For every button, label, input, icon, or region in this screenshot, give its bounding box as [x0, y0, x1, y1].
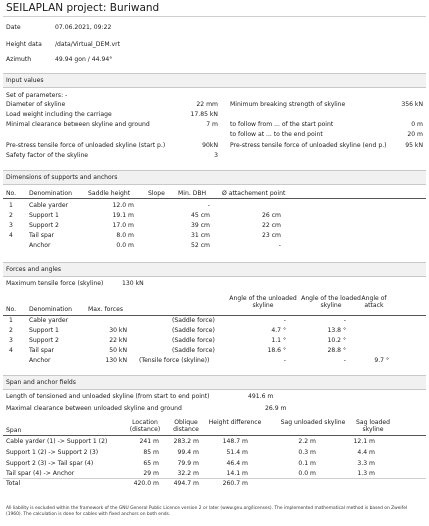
input-row-right-label: Minimum breaking strength of skyline — [230, 101, 346, 108]
col-header-angle-attack: Angle of attack — [361, 295, 387, 309]
skyline-length-value: 491.6 m — [248, 393, 274, 400]
col-header-sag-unloaded: Sag unloaded skyline — [280, 419, 346, 426]
input-row-right-value: 0 m — [411, 121, 423, 128]
span-row-oblique: 283.2 m — [173, 438, 199, 445]
input-row-left-label: Safety factor of the skyline — [6, 152, 89, 159]
input-row-left-label: Pre-stress tensile force of unloaded skyline (start p.) — [6, 142, 166, 149]
span-row-oblique: 79.9 m — [177, 460, 199, 467]
height-data-label: Height data — [6, 41, 42, 48]
support-row-no: 3 — [9, 222, 13, 229]
supports-title: Dimensions of supports and anchors — [6, 174, 118, 181]
azimuth-value: 49.94 gon / 44.94° — [55, 56, 113, 63]
footer-disclaimer: All liability is excluded within the framework of the GNU General Public Licence version 2 or later (www.gnu.org/licenses). The implemented mathematical method is based on Zweifel (1960). The calculation is done for cables with fixed anchors on both ends. — [6, 506, 408, 517]
supports-header-rule — [3, 198, 426, 199]
col-header-location: Location (distance) — [129, 419, 161, 433]
support-row-height: 12.0 m — [112, 202, 134, 209]
col-header-no: No. — [6, 306, 17, 313]
force-row-type: (Saddle force) — [172, 337, 215, 344]
force-row-value: 50 kN — [109, 347, 127, 354]
span-row-oblique: 99.4 m — [177, 449, 199, 456]
force-row-angle-loaded: 28.8 ° — [327, 347, 346, 354]
max-clearance-label: Maximal clearance between unloaded skyline and ground — [6, 405, 182, 412]
support-row-name: Anchor — [29, 242, 51, 249]
force-row-angle-unloaded: - — [283, 357, 286, 364]
support-row-height: 19.1 m — [112, 212, 134, 219]
support-row-name: Support 1 — [29, 212, 59, 219]
title-divider — [3, 16, 426, 17]
support-row-no: 4 — [9, 232, 13, 239]
force-row-value: 22 kN — [109, 337, 127, 344]
col-header-saddle-height: Saddle height — [88, 190, 131, 197]
support-row-name: Cable yarder — [29, 202, 69, 209]
force-row-no: 4 — [9, 347, 13, 354]
span-total-label: Total — [6, 480, 21, 487]
span-row-name: Cable yarder (1) -> Support 1 (2) — [6, 438, 108, 445]
force-row-no: 1 — [9, 317, 13, 324]
date-label: Date — [6, 24, 21, 31]
max-force-label: Maximum tensile force (skyline) — [6, 280, 104, 287]
input-values-header — [3, 73, 426, 88]
span-row-location: 241 m — [139, 438, 159, 445]
force-row-name: Anchor — [29, 357, 51, 364]
input-row-left-value: 90kN — [202, 142, 218, 149]
supports-header — [3, 170, 426, 185]
force-row-value: 130 kN — [105, 357, 127, 364]
col-header-sag-loaded: Sag loaded skyline — [355, 419, 391, 433]
span-row-sag-loaded: 1.3 m — [357, 470, 375, 477]
force-row-no: 3 — [9, 337, 13, 344]
support-row-no: 2 — [9, 212, 13, 219]
force-row-angle-unloaded: 4.7 ° — [271, 327, 286, 334]
input-row-left-label: Load weight including the carriage — [6, 111, 112, 118]
col-header-angle-unloaded: Angle of the unloaded skyline — [229, 295, 297, 309]
force-row-angle-unloaded: 18.6 ° — [267, 347, 286, 354]
input-row-left-value: 7 m — [206, 121, 218, 128]
parameter-set-label: Set of parameters: - — [6, 92, 68, 99]
force-row-value: 30 kN — [109, 327, 127, 334]
span-row-name: Tail spar (4) -> Anchor — [6, 470, 75, 477]
span-row-sag-unloaded: 0.1 m — [298, 460, 316, 467]
col-header-slope: Slope — [148, 190, 165, 197]
page-title: SEILAPLAN project: Buriwand — [6, 2, 160, 14]
force-row-angle-loaded: 10.2 ° — [327, 337, 346, 344]
col-header-no: No. — [6, 190, 17, 197]
support-row-attachment: 22 cm — [262, 222, 281, 229]
span-row-sag-loaded: 4.4 m — [357, 449, 375, 456]
skyline-length-label: Length of tensioned and unloaded skyline (from start to end point) — [6, 393, 210, 400]
input-row-right-label: to follow at ... to the end point — [230, 131, 323, 138]
support-row-no: 1 — [9, 202, 13, 209]
input-row-left-value: 22 mm — [196, 101, 218, 108]
support-row-attachment: - — [278, 242, 281, 249]
span-row-sag-unloaded: 2.2 m — [298, 438, 316, 445]
force-row-name: Support 1 — [29, 327, 59, 334]
max-force-value: 130 kN — [122, 280, 144, 287]
input-row-right-label: to follow from ... of the start point — [230, 121, 334, 128]
span-row-sag-loaded: 12.1 m — [353, 438, 375, 445]
force-row-type: (Tensile force (skyline)) — [139, 357, 210, 364]
support-row-height: 17.0 m — [112, 222, 134, 229]
span-row-location: 65 m — [143, 460, 159, 467]
support-row-height: 8.0 m — [116, 232, 134, 239]
span-title: Span and anchor fields — [6, 379, 76, 386]
input-row-left-label: Minimal clearance between skyline and ground — [6, 121, 150, 128]
span-row-name: Support 2 (3) -> Tail spar (4) — [6, 460, 94, 467]
force-row-angle-attack: 9.7 ° — [374, 357, 389, 364]
span-total-oblique: 494.7 m — [173, 480, 199, 487]
input-values-title: Input values — [6, 77, 44, 84]
span-row-name: Support 1 (2) -> Support 2 (3) — [6, 449, 99, 456]
forces-title: Forces and angles — [6, 266, 62, 273]
forces-header — [3, 262, 426, 277]
span-row-location: 29 m — [143, 470, 159, 477]
support-row-dbh: 39 cm — [191, 222, 210, 229]
col-header-span: Span — [6, 427, 22, 434]
span-total-rule — [3, 478, 426, 479]
force-row-name: Support 2 — [29, 337, 59, 344]
max-clearance-value: 26.9 m — [265, 405, 287, 412]
span-row-sag-unloaded: 0.0 m — [298, 470, 316, 477]
span-row-height-diff: 14.1 m — [226, 470, 248, 477]
span-row-height-diff: 148.7 m — [222, 438, 248, 445]
col-header-height-diff: Height difference — [208, 419, 262, 426]
force-row-no: 2 — [9, 327, 13, 334]
force-row-angle-unloaded: - — [283, 317, 286, 324]
support-row-name: Tail spar — [29, 232, 55, 239]
input-row-left-value: 17.85 kN — [190, 111, 218, 118]
span-row-sag-loaded: 3.3 m — [357, 460, 375, 467]
col-header-denomination: Denomination — [29, 190, 72, 197]
input-row-left-value: 3 — [214, 152, 218, 159]
span-row-sag-unloaded: 0.3 m — [298, 449, 316, 456]
force-row-type: (Saddle force) — [172, 317, 215, 324]
col-header-min-dbh: Min. DBH — [178, 190, 207, 197]
force-row-angle-loaded: 13.8 ° — [327, 327, 346, 334]
support-row-height: 0.0 m — [116, 242, 134, 249]
forces-header-rule — [3, 315, 426, 316]
span-total-location: 420.0 m — [133, 480, 159, 487]
support-row-dbh: 52 cm — [191, 242, 210, 249]
input-row-right-value: 20 m — [407, 131, 423, 138]
col-header-oblique: Oblique distance — [173, 419, 199, 433]
span-total-height-diff: 260.7 m — [222, 480, 248, 487]
input-row-right-value: 95 kN — [405, 142, 423, 149]
input-row-right-value: 356 kN — [401, 101, 423, 108]
support-row-attachment: 23 cm — [262, 232, 281, 239]
col-header-angle-loaded: Angle of the loaded skyline — [301, 295, 361, 309]
force-row-angle-unloaded: 1.1 ° — [271, 337, 286, 344]
input-row-right-label: Pre-stress tensile force of unloaded skyline (end p.) — [230, 142, 387, 149]
span-row-height-diff: 46.4 m — [226, 460, 248, 467]
date-value: 07.06.2021, 09:22 — [55, 24, 112, 31]
col-header-max-forces: Max. forces — [88, 306, 123, 313]
support-row-dbh: 31 cm — [191, 232, 210, 239]
col-header-attachment: Ø attachement point — [222, 190, 286, 197]
support-row-dbh: 45 cm — [191, 212, 210, 219]
force-row-name: Tail spar — [29, 347, 55, 354]
force-row-type: (Saddle force) — [172, 327, 215, 334]
force-row-angle-loaded: - — [343, 317, 346, 324]
force-row-type: (Saddle force) — [172, 347, 215, 354]
support-row-name: Support 2 — [29, 222, 59, 229]
force-row-angle-loaded: - — [343, 357, 346, 364]
height-data-value: /data/Virtual_DEM.vrt — [55, 41, 121, 48]
span-row-height-diff: 51.4 m — [226, 449, 248, 456]
span-header — [3, 375, 426, 390]
support-row-attachment: 26 cm — [262, 212, 281, 219]
azimuth-label: Azimuth — [6, 56, 32, 63]
span-row-oblique: 32.2 m — [177, 470, 199, 477]
span-row-location: 85 m — [143, 449, 159, 456]
col-header-denomination: Denomination — [29, 306, 72, 313]
support-row-dbh: - — [207, 202, 210, 209]
input-row-left-label: Diameter of skyline — [6, 101, 66, 108]
span-header-rule — [3, 435, 426, 436]
force-row-name: Cable yarder — [29, 317, 69, 324]
